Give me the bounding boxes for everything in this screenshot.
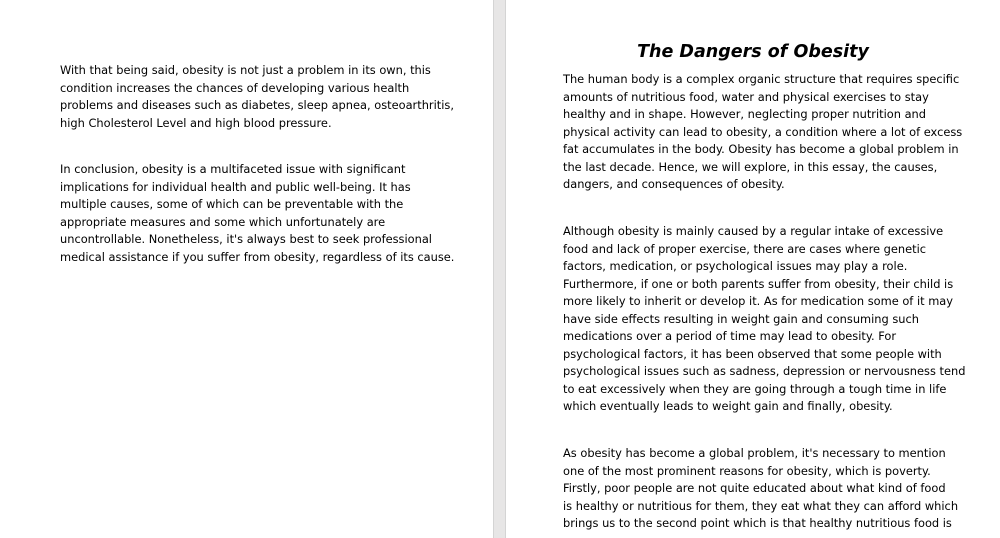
document-page-right bbox=[505, 0, 1000, 538]
paragraph[interactable]: As obesity has become a global problem, it's necessary to mention one of the most prominent reasons for obesity, which is poverty. Firstly, poor people are not quite educated about what kind of food is healthy or nutritious for them, they eat what they can afford which brings us to the second point which is that healthy nutritious food is bbox=[563, 446, 959, 530]
paragraph[interactable]: The human body is a complex organic structure that requires specific amounts of nutritious food, water and physical exercises to stay healthy and in shape. However, neglecting proper nutrition and physical activity can lead to obesity, a condition where a lot of excess fat accumulates in the body. Obesity has become a global problem in the last decade. Hence, we will explore, in this essay, the causes, dangers, and consequences of obesity. bbox=[563, 72, 963, 191]
document-title[interactable]: The Dangers of Obesity bbox=[637, 42, 869, 62]
paragraph[interactable]: With that being said, obesity is not just a problem in its own, this condition increases the chances of developing various health problems and diseases such as diabetes, sleep apnea, osteoarthritis, high Cholesterol Level and high blood pressure. bbox=[60, 63, 454, 130]
paragraph[interactable]: In conclusion, obesity is a multifaceted issue with significant implications for individual health and public well-being. It has multiple causes, some of which can be preventable with the appropriate measures and some which unfortunately are uncontrollable. Nonetheless, it's always best to seek professional medical assistance if you suffer from obesity, regardless of its cause. bbox=[60, 162, 455, 264]
paragraph[interactable]: Although obesity is mainly caused by a regular intake of excessive food and lack of proper exercise, there are cases where genetic factors, medication, or psychological issues may play a role. Furthermore, if one or both parents suffer from obesity, their child is more likely to inherit or develop it. As for medication some of it may have side effects resulting in weight gain and consuming such medications over a period of time may lead to obesity. For psychological factors, it has been observed that some people with psychological issues such as sadness, depression or nervousness tend to eat excessively when they are going through a tough time in life which eventually leads to weight gain and finally, obesity. bbox=[563, 224, 966, 413]
document-page-left bbox=[0, 0, 494, 538]
